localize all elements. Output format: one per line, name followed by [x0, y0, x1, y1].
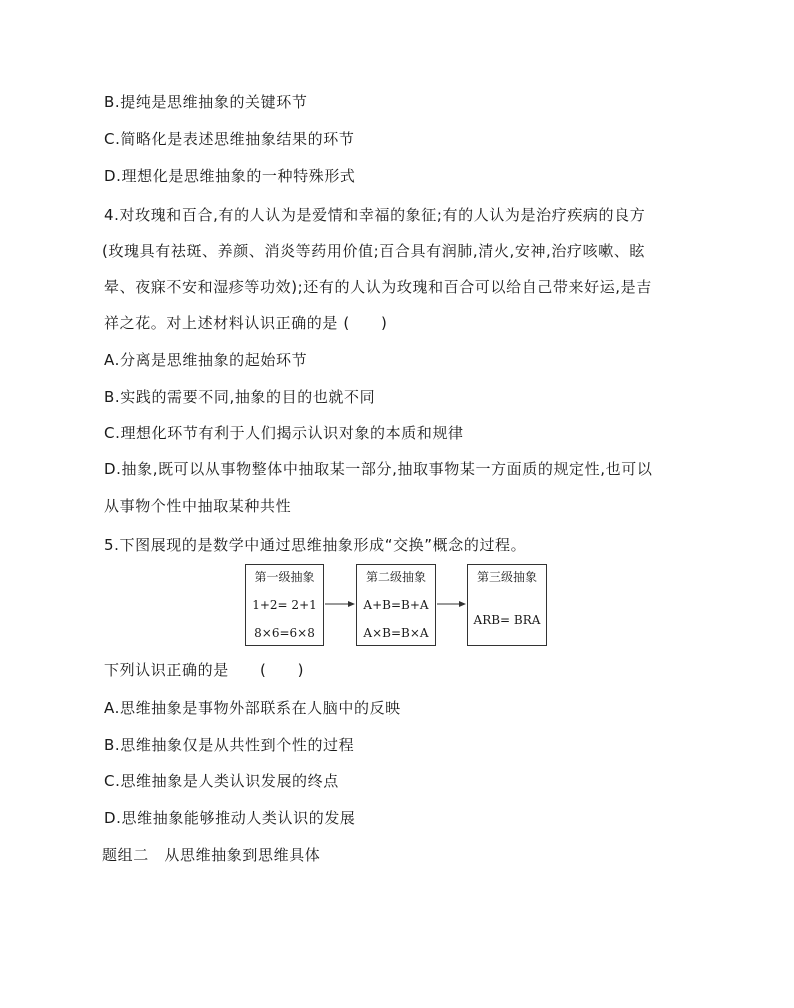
arrow-head-1	[348, 601, 355, 607]
box-1-line-2: 8×6=6×8	[254, 626, 315, 640]
box-2-line-1: A+B=B+A	[363, 598, 429, 612]
question-4-line-1: 4.对玫瑰和百合,有的人认为是爱情和幸福的象征;有的人认为是治疗疾病的良方	[104, 206, 646, 224]
option-a-q5: A.思维抽象是事物外部联系在人脑中的反映	[104, 699, 401, 717]
question-4-line-2: (玫瑰具有祛斑、养颜、消炎等药用价值;百合具有润肺,清火,安神,治疗咳嗽、眩	[102, 242, 646, 260]
option-d-q4-line-2: 从事物个性中抽取某种共性	[104, 497, 292, 515]
option-b-q5: B.思维抽象仅是从共性到个性的过程	[104, 736, 355, 754]
option-b-q3: B.提纯是思维抽象的关键环节	[104, 93, 308, 111]
box-3-title: 第三级抽象	[476, 570, 537, 584]
box-2-title: 第二级抽象	[365, 570, 426, 584]
option-d-q4-line-1: D.抽象,既可以从事物整体中抽取某一部分,抽取事物某一方面质的规定性,也可以	[104, 460, 653, 478]
option-d-q3: D.理想化是思维抽象的一种特殊形式	[104, 167, 356, 185]
box-2-line-2: A×B=B×A	[363, 626, 429, 640]
question-4-line-3: 晕、夜寐不安和湿疹等功效);还有的人认为玫瑰和百合可以给自己带来好运,是吉	[104, 278, 652, 296]
arrow-head-2	[459, 601, 466, 607]
option-a-q4: A.分离是思维抽象的起始环节	[104, 351, 308, 369]
option-c-q3: C.简略化是表述思维抽象结果的环节	[104, 130, 355, 148]
box-1-line-1: 1+2= 2+1	[252, 598, 317, 612]
question-5-prompt: 下列认识正确的是 ( )	[104, 661, 305, 679]
section-heading-group-2: 题组二 从思维抽象到思维具体	[102, 846, 321, 864]
box-3-line-1: ARB= BRA	[473, 613, 541, 627]
question-4-line-4: 祥之花。对上述材料认识正确的是 ( )	[104, 314, 388, 332]
question-5-stem: 5.下图展现的是数学中通过思维抽象形成“交换”概念的过程。	[104, 536, 527, 554]
option-d-q5: D.思维抽象能够推动人类认识的发展	[104, 809, 356, 827]
option-c-q4: C.理想化环节有利于人们揭示认识对象的本质和规律	[104, 424, 464, 442]
option-b-q4: B.实践的需要不同,抽象的目的也就不同	[104, 388, 376, 406]
option-c-q5: C.思维抽象是人类认识发展的终点	[104, 772, 339, 790]
box-1-title: 第一级抽象	[254, 570, 315, 584]
